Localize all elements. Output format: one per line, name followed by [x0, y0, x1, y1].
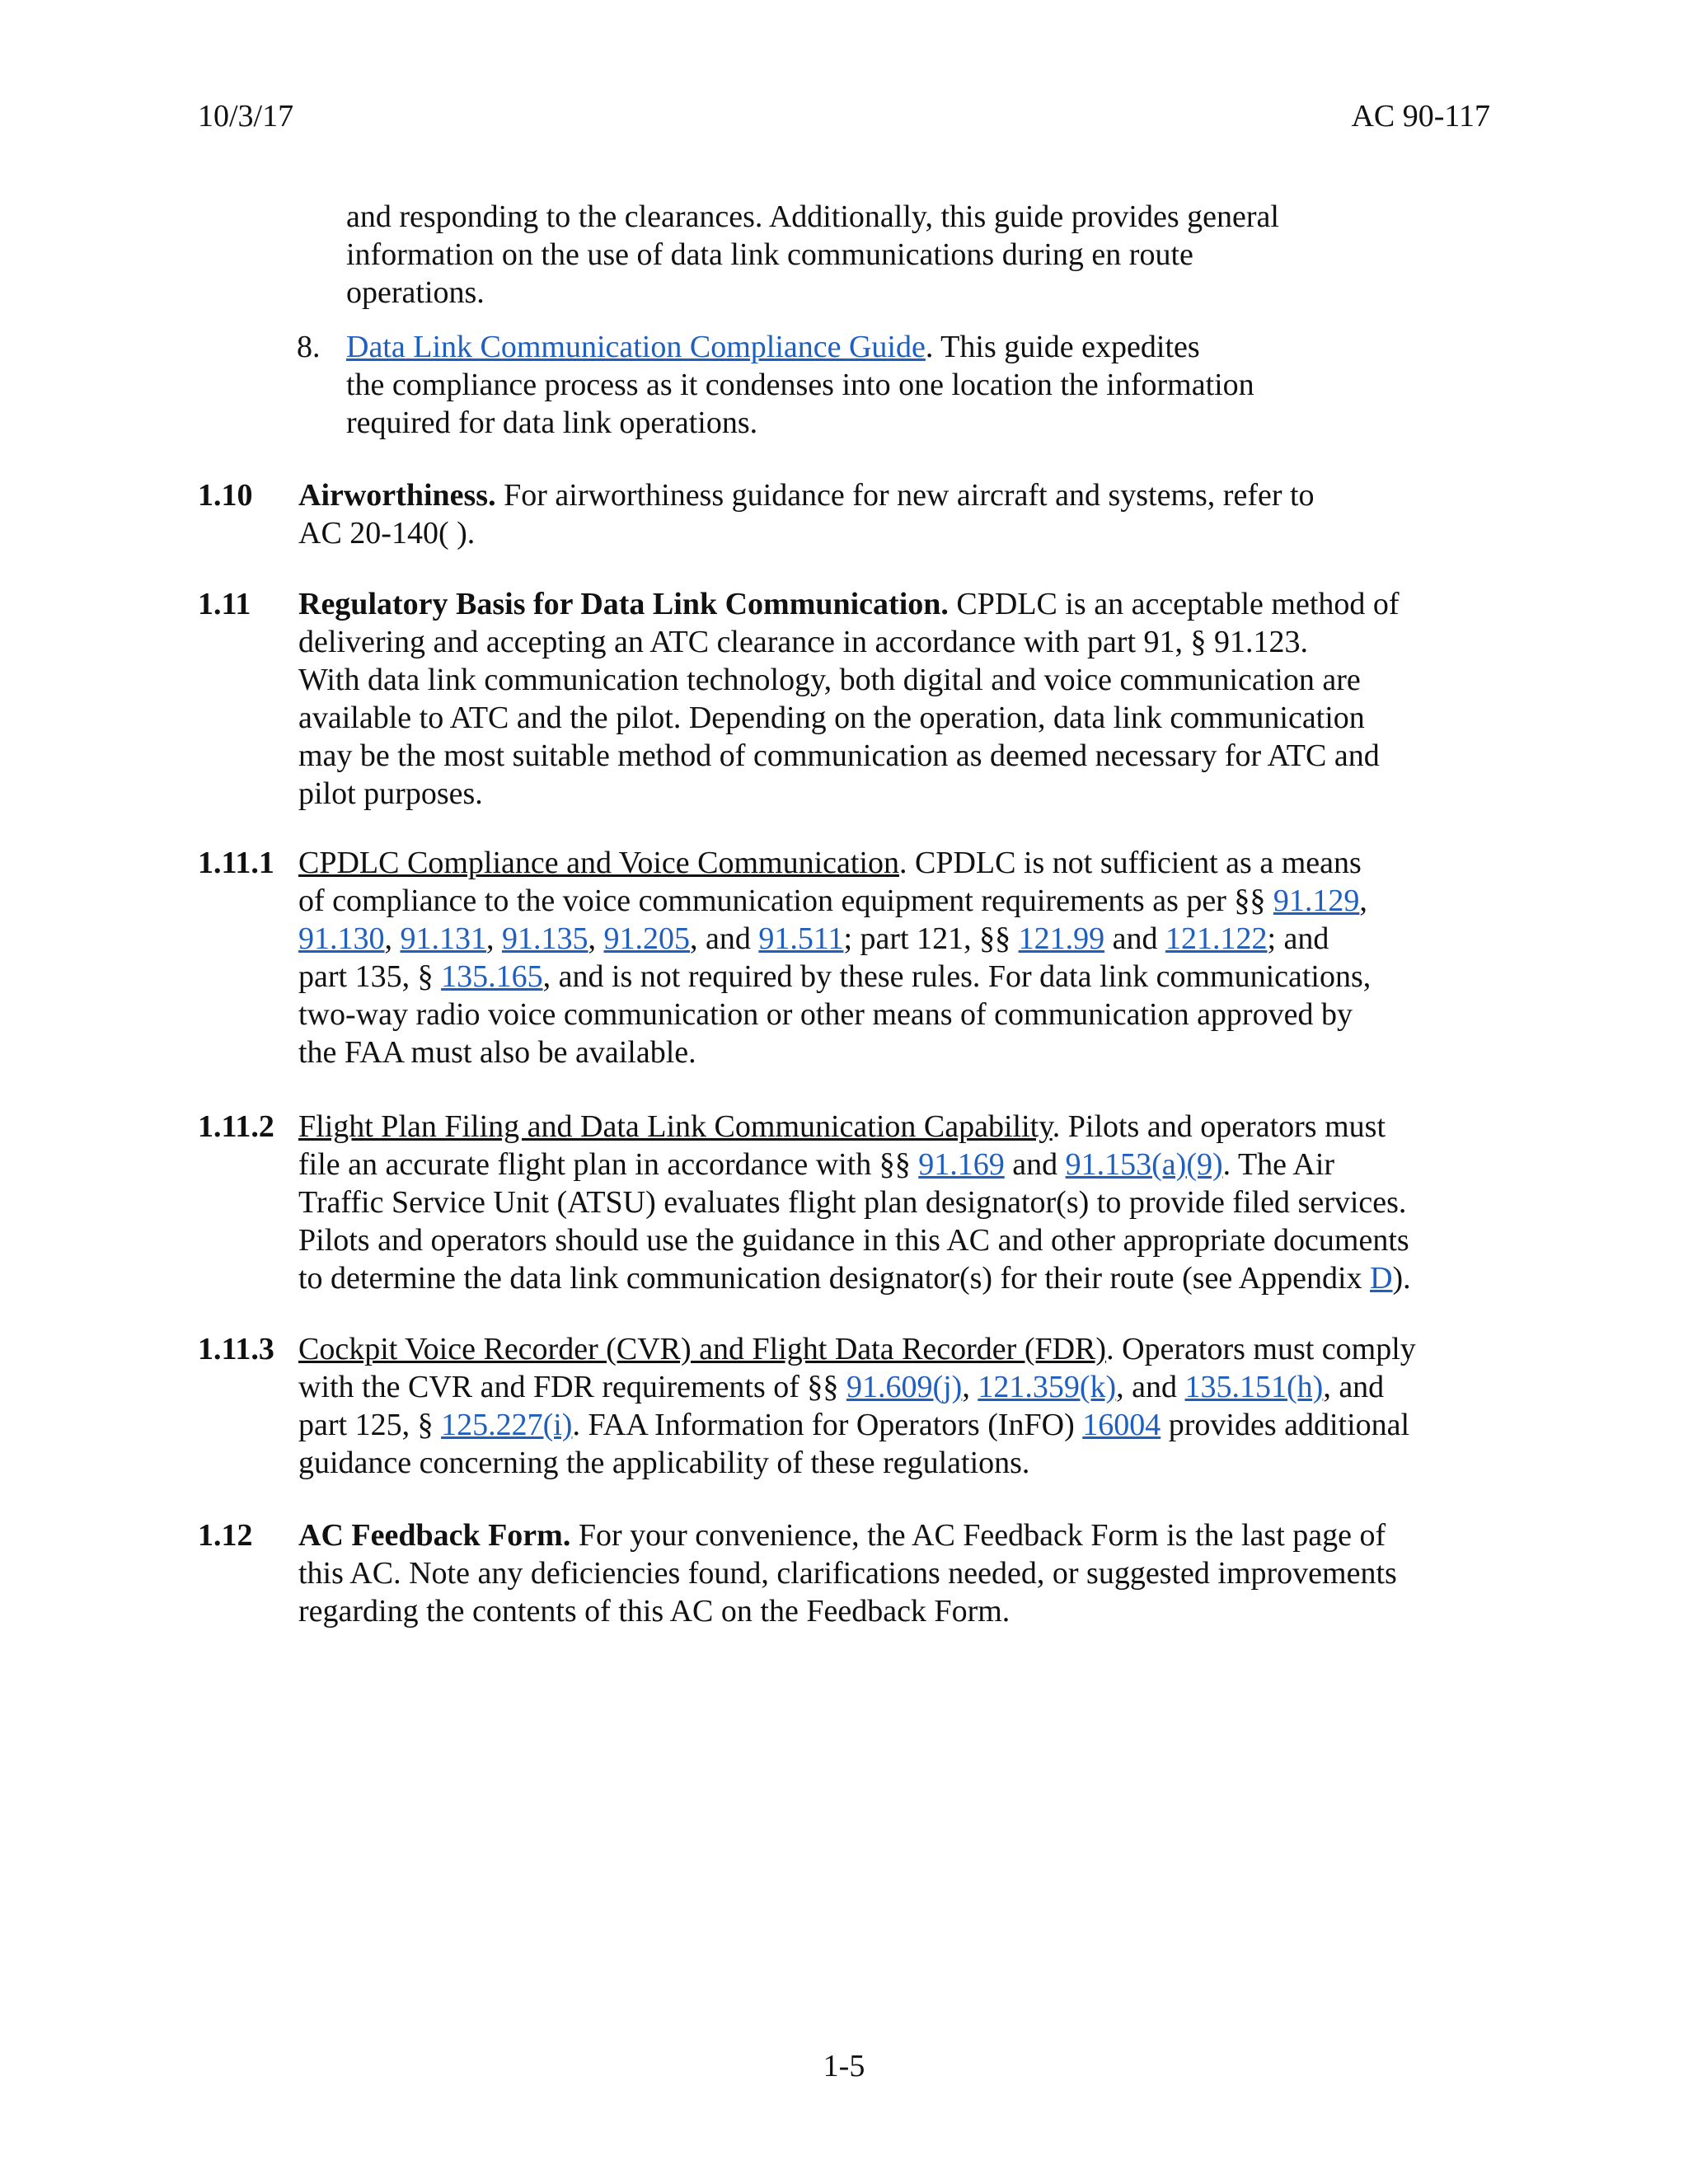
- text-run: file an accurate flight plan in accordance with §§: [298, 1147, 919, 1182]
- section-1-11-1: [198, 844, 1492, 1071]
- section-1-12: [198, 1516, 1492, 1630]
- text-line: With data link communication technology, both digital and voice communication are: [298, 663, 1361, 697]
- ref-link-135-151[interactable]: 135.151(h): [1184, 1370, 1324, 1404]
- text-line: available to ATC and the pilot. Depending on the operation, data link communication: [298, 701, 1365, 735]
- text-line: Pilots and operators should use the guidance in this AC and other appropriate documents: [298, 1223, 1409, 1258]
- text-run: ,: [588, 921, 604, 956]
- text-line: [298, 1406, 1492, 1444]
- text-run: of compliance to the voice communication equipment requirements as per §§: [298, 883, 1273, 918]
- text-line: this AC. Note any deficiencies found, clarifications needed, or suggested improvements: [298, 1556, 1397, 1591]
- section-number: 1.11.3: [198, 1332, 274, 1366]
- ref-link-121-122[interactable]: 121.122: [1165, 921, 1268, 956]
- ref-link-121-359[interactable]: 121.359(k): [978, 1370, 1117, 1404]
- text-run: ,: [1359, 883, 1367, 918]
- section-number: 1.11.1: [198, 846, 274, 880]
- text-run: ; part 121, §§: [843, 921, 1019, 956]
- text-line: [298, 1108, 1492, 1146]
- ref-link-121-99[interactable]: 121.99: [1018, 921, 1105, 956]
- text-line: [298, 1516, 1492, 1554]
- text-line: two-way radio voice communication or other means of communication approved by: [298, 997, 1353, 1032]
- text-run: , and: [1116, 1370, 1185, 1404]
- text-run: . Pilots and operators must: [1052, 1109, 1386, 1144]
- text-line: [298, 476, 1492, 514]
- text-line: the compliance process as it condenses into one location the information: [346, 368, 1254, 402]
- header-doc-id: AC 90-117: [1351, 99, 1490, 134]
- item-7-continuation: [297, 198, 1368, 312]
- text-line: [298, 844, 1492, 882]
- text-line: pilot purposes.: [298, 776, 483, 811]
- text-line: regarding the contents of this AC on the Feedback Form.: [298, 1594, 1010, 1629]
- section-number: 1.12: [198, 1518, 253, 1553]
- text-line: Traffic Service Unit (ATSU) evaluates flight plan designator(s) to provide filed services.: [298, 1185, 1407, 1220]
- text-run: . The Air: [1222, 1147, 1335, 1182]
- text-line: the FAA must also be available.: [298, 1035, 696, 1070]
- header-date: 10/3/17: [198, 99, 294, 134]
- section-title: CPDLC Compliance and Voice Communication: [298, 846, 899, 880]
- text-line: information on the use of data link communications during en route: [346, 237, 1193, 272]
- section-title: Cockpit Voice Recorder (CVR) and Flight Data Recorder (FDR): [298, 1332, 1107, 1366]
- text-run: ).: [1392, 1261, 1411, 1296]
- section-1-11: [198, 585, 1492, 813]
- text-run: , and: [690, 921, 759, 956]
- list-item-8: [297, 328, 1368, 442]
- text-line: and responding to the clearances. Additionally, this guide provides general: [346, 199, 1279, 234]
- ref-link-125-227[interactable]: 125.227(i): [441, 1408, 573, 1442]
- text-line: [298, 882, 1492, 920]
- section-number: 1.11: [198, 587, 251, 621]
- section-number: 1.10: [198, 478, 253, 513]
- section-title: Airworthiness.: [298, 478, 496, 513]
- text-run: For your convenience, the AC Feedback Form is the last page of: [570, 1518, 1386, 1553]
- section-1-11-2: [198, 1108, 1492, 1297]
- compliance-guide-link[interactable]: Data Link Communication Compliance Guide: [346, 330, 926, 364]
- text-run: ; and: [1267, 921, 1329, 956]
- text-run: to determine the data link communication designator(s) for their route (see Appendix: [298, 1261, 1371, 1296]
- ref-link-91-511[interactable]: 91.511: [758, 921, 844, 956]
- text-run: ,: [486, 921, 502, 956]
- ref-link-91-609[interactable]: 91.609(j): [846, 1370, 963, 1404]
- text-line: delivering and accepting an ATC clearance in accordance with part 91, § 91.123.: [298, 625, 1309, 659]
- text-run: For airworthiness guidance for new aircraft and systems, refer to: [495, 478, 1315, 513]
- ref-link-91-153[interactable]: 91.153(a)(9): [1065, 1147, 1223, 1182]
- text-run: , and: [1323, 1370, 1385, 1404]
- text-line: [346, 328, 1368, 366]
- list-item-number: 8.: [297, 330, 321, 364]
- text-line: [298, 1368, 1492, 1406]
- text-run: ,: [962, 1370, 978, 1404]
- text-line: guidance concerning the applicability of these regulations.: [298, 1446, 1030, 1480]
- text-line: required for data link operations.: [346, 405, 758, 440]
- text-run: CPDLC is an acceptable method of: [948, 587, 1400, 621]
- info-16004-link[interactable]: 16004: [1082, 1408, 1161, 1442]
- text-run: . Operators must comply: [1106, 1332, 1416, 1366]
- text-run: part 135, §: [298, 959, 442, 994]
- ref-link-91-129[interactable]: 91.129: [1273, 883, 1360, 918]
- section-title: Flight Plan Filing and Data Link Communication Capability: [298, 1109, 1053, 1144]
- ref-link-91-131[interactable]: 91.131: [400, 921, 486, 956]
- text-run: . CPDLC is not sufficient as a means: [898, 846, 1362, 880]
- ref-link-91-205[interactable]: 91.205: [603, 921, 690, 956]
- text-line: [298, 1259, 1492, 1297]
- text-run: , and is not required by these rules. For data link communications,: [542, 959, 1372, 994]
- text-run: . This guide expedites: [925, 330, 1200, 364]
- ref-link-91-135[interactable]: 91.135: [502, 921, 588, 956]
- text-line: may be the most suitable method of communication as deemed necessary for ATC and: [298, 738, 1380, 773]
- text-line: [298, 920, 1492, 958]
- text-line: [298, 1146, 1492, 1183]
- appendix-d-link[interactable]: D: [1370, 1261, 1393, 1296]
- ref-link-135-165[interactable]: 135.165: [441, 959, 543, 994]
- text-run: with the CVR and FDR requirements of §§: [298, 1370, 846, 1404]
- section-1-11-3: [198, 1330, 1492, 1482]
- text-line: [298, 585, 1492, 623]
- text-line: operations.: [346, 275, 485, 310]
- section-number: 1.11.2: [198, 1109, 274, 1144]
- text-run: and: [1104, 921, 1165, 956]
- ref-link-91-169[interactable]: 91.169: [918, 1147, 1005, 1182]
- section-title: Regulatory Basis for Data Link Communication.: [298, 587, 949, 621]
- text-run: and: [1004, 1147, 1066, 1182]
- section-title: AC Feedback Form.: [298, 1518, 571, 1553]
- text-run: part 125, §: [298, 1408, 442, 1442]
- text-line: AC 20-140( ).: [298, 516, 476, 551]
- text-run: provides additional: [1160, 1408, 1410, 1442]
- page-number: 1-5: [823, 2049, 865, 2083]
- text-line: [298, 958, 1492, 996]
- text-run: ,: [384, 921, 401, 956]
- text-line: [298, 1330, 1492, 1368]
- section-1-10: [198, 476, 1492, 552]
- text-run: . FAA Information for Operators (InFO): [572, 1408, 1083, 1442]
- ref-link-91-130[interactable]: 91.130: [298, 921, 385, 956]
